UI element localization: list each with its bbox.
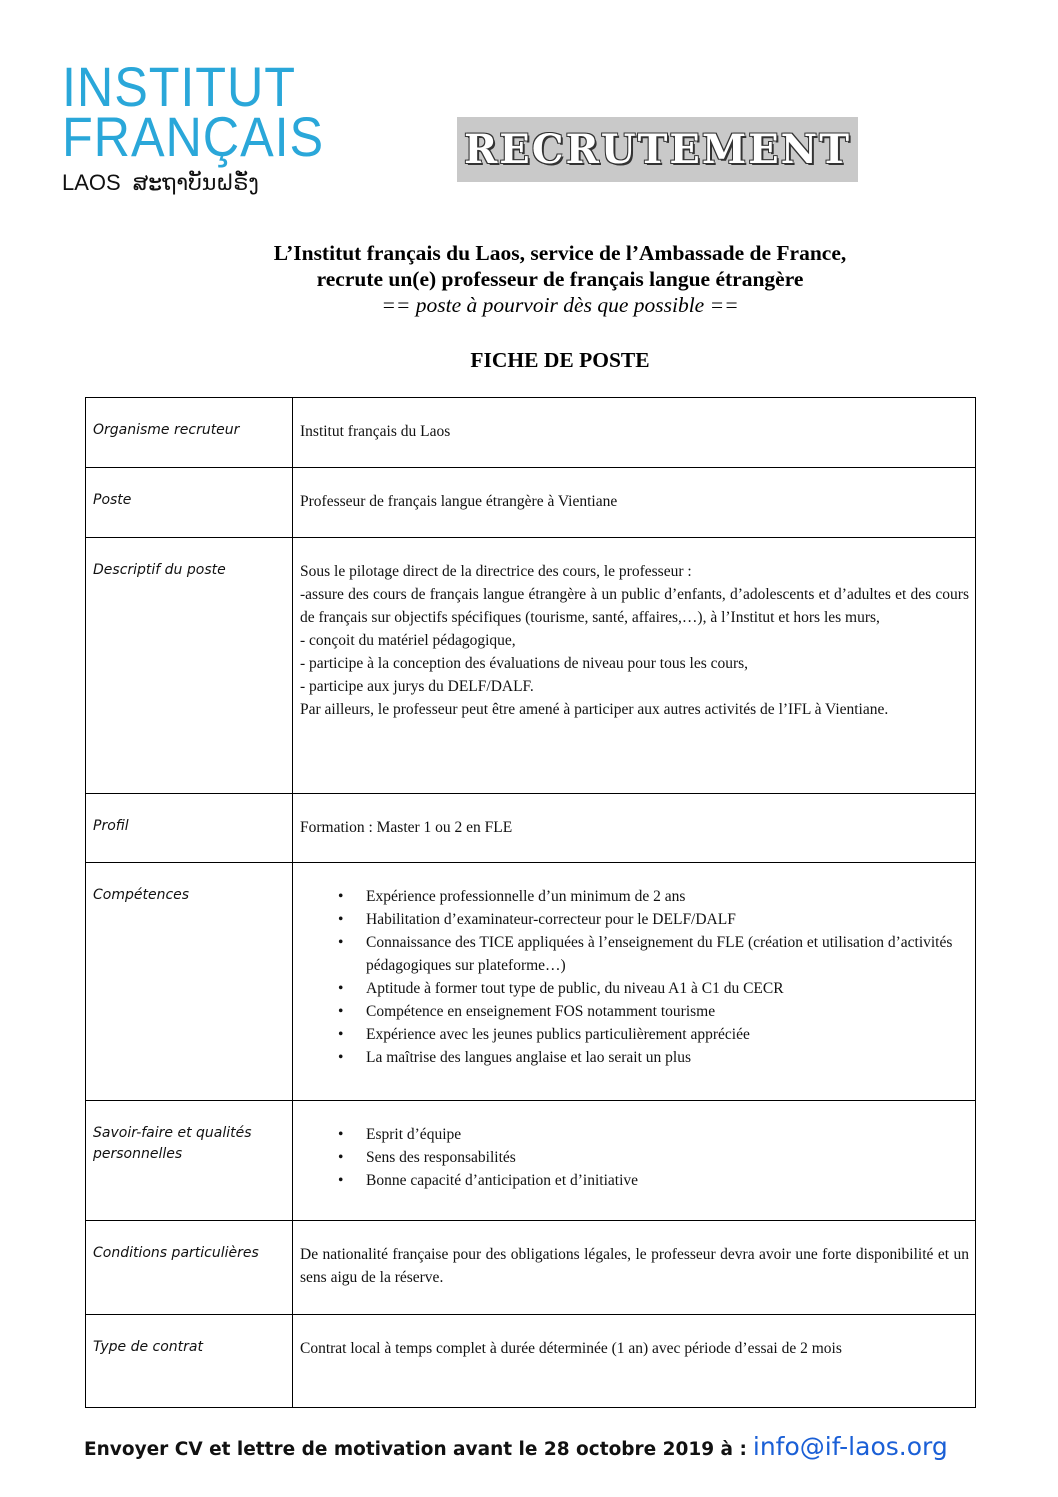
job-description-table [85, 397, 976, 1408]
recrutement-banner [457, 117, 858, 182]
table-row [86, 398, 976, 468]
intro-line-2: recrute un(e) professeur de français langue étrangère [316, 267, 804, 291]
row-label-profil: Profil [86, 794, 293, 863]
row-label-organisme: Organisme recruteur [86, 398, 293, 468]
row-value-profil: Formation : Master 1 ou 2 en FLE [293, 794, 976, 863]
list-item: • Sens des responsabilités [366, 1146, 969, 1169]
contact-email-link[interactable]: info@if-laos.org [752, 1432, 948, 1461]
table-row [86, 1101, 976, 1221]
table-row [86, 1315, 976, 1408]
table-row [86, 538, 976, 794]
list-item: • Esprit d’équipe [366, 1123, 969, 1146]
logo-subtitle [62, 170, 322, 196]
row-value-conditions: De nationalité française pour des obligations légales, le professeur devra avoir une forte disponibilité et un sens aigu de la réserve. [293, 1221, 976, 1315]
row-label-savoir: Savoir-faire et qualités personnelles [86, 1101, 293, 1221]
logo-line-2: FRANÇAIS [62, 105, 325, 168]
institut-francais-logo [62, 55, 325, 196]
row-value-contrat: Contrat local à temps complet à durée déterminée (1 an) avec période d’essai de 2 mois [293, 1315, 976, 1408]
row-value-descriptif [293, 538, 976, 794]
row-label-poste: Poste [86, 468, 293, 538]
descriptif-line: Par ailleurs, le professeur peut être amené à participer aux autres activités de l’IFL à Vientiane. [300, 701, 889, 718]
row-value-competences [293, 863, 976, 1101]
competences-list [300, 885, 969, 1069]
intro-line-3: == poste à pourvoir dès que possible == [381, 293, 739, 317]
row-label-competences: Compétences [86, 863, 293, 1101]
footer-text: Envoyer CV et lettre de motivation avant le 28 octobre 2019 à : [84, 1439, 747, 1460]
row-value-poste: Professeur de français langue étrangère à Vientiane [293, 468, 976, 538]
descriptif-line: - participe aux jurys du DELF/DALF. [300, 678, 534, 695]
row-label-conditions: Conditions particulières [86, 1221, 293, 1315]
row-value-organisme: Institut français du Laos [293, 398, 976, 468]
descriptif-line: - participe à la conception des évaluations de niveau pour tous les cours, [300, 655, 749, 672]
fiche-title: FICHE DE POSTE [470, 348, 650, 372]
list-item: • Compétence en enseignement FOS notamment tourisme [366, 1000, 969, 1023]
row-label-contrat: Type de contrat [86, 1315, 293, 1408]
logo-line-1: INSTITUT [62, 55, 296, 118]
list-item: • Aptitude à former tout type de public, du niveau A1 à C1 du CECR [366, 977, 969, 1000]
table-row [86, 1221, 976, 1315]
list-item: • Connaissance des TICE appliquées à l’enseignement du FLE (création et utilisation d’activités pédagogiques sur plateforme…) [366, 931, 969, 977]
table-row [86, 468, 976, 538]
intro-block [60, 240, 1058, 318]
footer-instructions [84, 1432, 984, 1461]
savoir-list [300, 1123, 969, 1192]
logo-sub-lao: ສະຖາບັນຝຣັ່ງ [132, 170, 259, 195]
list-item: • Habilitation d’examinateur-correcteur pour le DELF/DALF [366, 908, 969, 931]
logo-sub-latin: LAOS [62, 170, 121, 195]
table-row [86, 794, 976, 863]
banner-title: RECRUTEMENT [463, 126, 852, 173]
intro-line-1: L’Institut français du Laos, service de l’Ambassade de France, [273, 241, 847, 265]
descriptif-line: - conçoit du matériel pédagogique, [300, 632, 516, 649]
list-item: • La maîtrise des langues anglaise et lao serait un plus [366, 1046, 969, 1069]
row-value-savoir [293, 1101, 976, 1221]
list-item: • Expérience professionnelle d’un minimum de 2 ans [366, 885, 969, 908]
row-label-descriptif: Descriptif du poste [86, 538, 293, 794]
descriptif-line: -assure des cours de français langue étrangère à un public d’enfants, d’adolescents et d’adultes et des cours de français sur objectifs spécifiques (tourisme, santé, affaires,…), à l’Institut et hors les murs, [300, 586, 969, 626]
descriptif-line: Sous le pilotage direct de la directrice des cours, le professeur : [300, 563, 692, 580]
list-item: • Bonne capacité d’anticipation et d’initiative [366, 1169, 969, 1192]
table-row [86, 863, 976, 1101]
list-item: • Expérience avec les jeunes publics particulièrement appréciée [366, 1023, 969, 1046]
